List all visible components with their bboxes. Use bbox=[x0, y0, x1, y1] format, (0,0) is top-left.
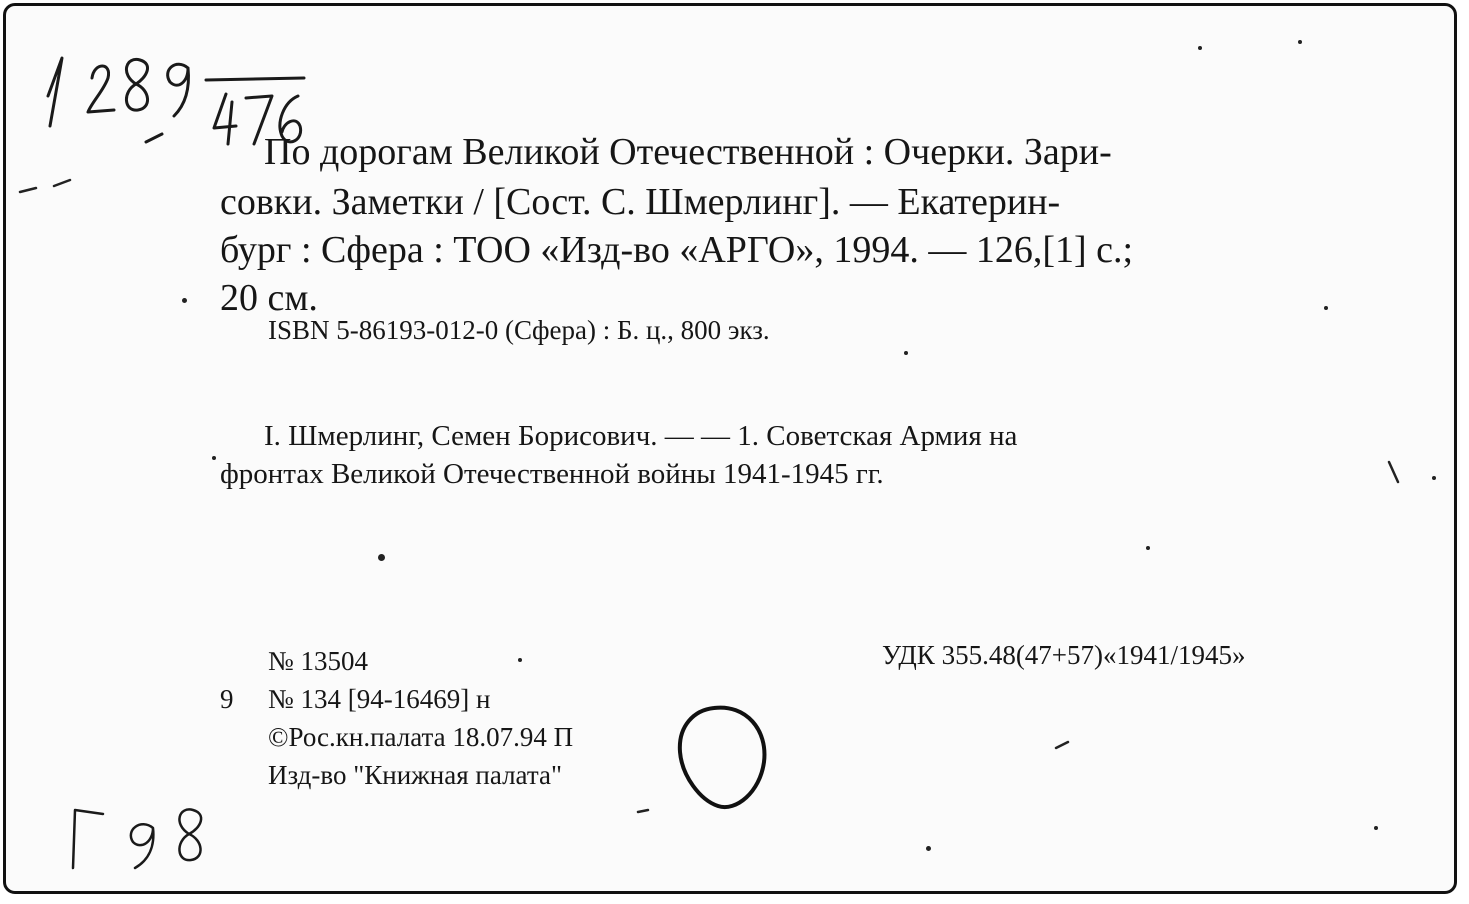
catalog-card bbox=[3, 3, 1457, 894]
footer-copyright: ©Рос.кн.палата 18.07.94 П bbox=[268, 722, 574, 752]
footer-number-2: № 134 [94-16469] н bbox=[268, 684, 491, 714]
footer-udc: УДК 355.48(47+57)«1941/1945» bbox=[882, 640, 1246, 670]
entry-title-line-2: совки. Заметки / [Сост. С. Шмерлинг]. — Екатерин- bbox=[220, 181, 1061, 223]
entry-title-line-3: бург : Сфера : ТОО «Изд-во «АРГО», 1994. — 126,[1] с.; bbox=[220, 229, 1134, 271]
footer-prefix-digit: 9 bbox=[220, 684, 234, 714]
footer-number-1: № 13504 bbox=[268, 646, 369, 676]
entry-title-line-4: 20 см. bbox=[220, 277, 318, 319]
scan-scratches bbox=[6, 6, 1457, 894]
entry-title-line-1: По дорогам Великой Отечественной : Очерки. Зари- bbox=[264, 131, 1112, 173]
entry-tracing-line-1: I. Шмерлинг, Семен Борисович. — — 1. Советская Армия на bbox=[264, 420, 1018, 452]
entry-isbn: ISBN 5-86193-012-0 (Сфера) : Б. ц., 800 экз. bbox=[268, 315, 770, 345]
entry-tracing-line-2: фронтах Великой Отечественной войны 1941-1945 гг. bbox=[220, 458, 884, 490]
footer-publisher: Изд-во "Книжная палата" bbox=[268, 760, 562, 790]
